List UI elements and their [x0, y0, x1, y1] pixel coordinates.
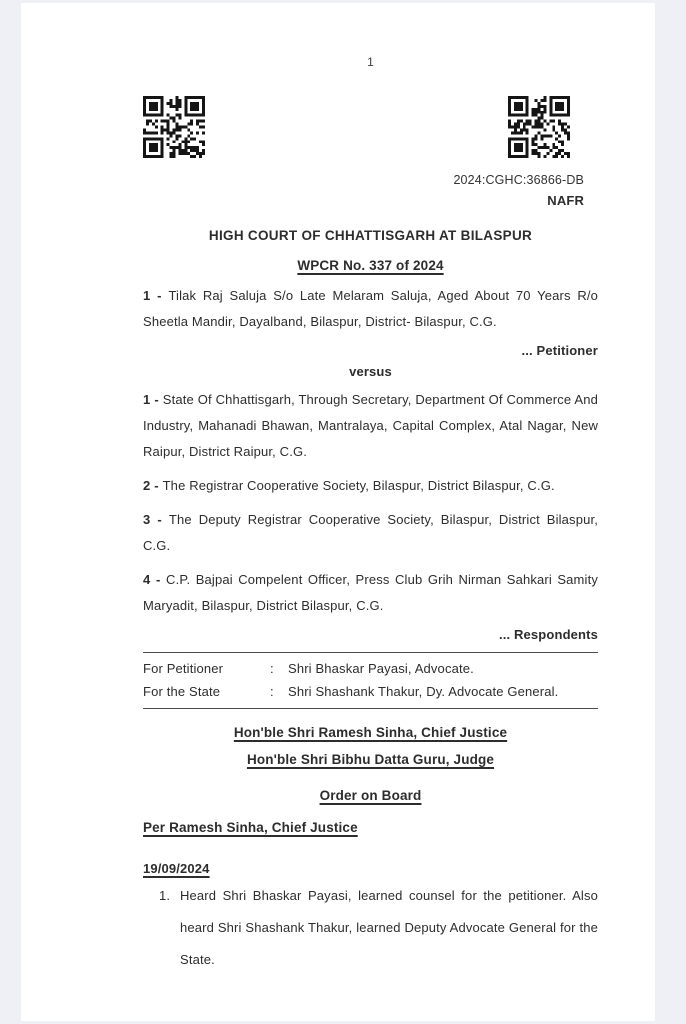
respondent-entry: [143, 387, 598, 465]
qr-code-right: [508, 96, 570, 158]
qr-right-wrap: [508, 96, 570, 158]
paragraph-number: 1.: [159, 888, 171, 903]
bench-line-judge: Hon'ble Shri Bibhu Datta Guru, Judge: [246, 752, 495, 767]
appearance-table: [143, 657, 598, 703]
per-line: Per Ramesh Sinha, Chief Justice: [143, 820, 358, 835]
qr-code-left: [143, 96, 205, 158]
respondent-number: 3 -: [143, 512, 169, 527]
court-title: HIGH COURT OF CHHATTISGARH AT BILASPUR: [208, 228, 533, 243]
appearance-row: [143, 657, 598, 680]
order-title: Order on Board: [319, 788, 422, 803]
respondent-entry: [143, 507, 598, 559]
appearance-row: [143, 680, 598, 703]
party-label: For the State: [143, 684, 221, 699]
document-content: [21, 3, 655, 976]
petitioner-number: 1 -: [143, 288, 169, 303]
order-date: 19/09/2024: [143, 861, 210, 876]
bench-line-chief-justice: Hon'ble Shri Ramesh Sinha, Chief Justice: [233, 725, 508, 740]
respondent-text: The Deputy Registrar Cooperative Society, Bilaspur, District Bilaspur, C.G.: [143, 512, 598, 553]
page-number: 1: [367, 55, 374, 69]
bench-list: [143, 719, 598, 773]
colon-separator: :: [270, 661, 274, 676]
respondent-text: State Of Chhattisgarh, Through Secretary, Department Of Commerce And Industry, Mahanadi Bhawan, Mantralaya, Capital Complex, Atal Nagar, New Raipur, District Raipur, C.G.: [143, 392, 598, 459]
qr-row: [143, 96, 598, 158]
petitioner-entry: [143, 283, 598, 335]
case-id: 2024:CGHC:36866-DB: [453, 173, 584, 187]
party-label: For Petitioner: [143, 661, 224, 676]
divider-top: [143, 652, 598, 653]
respondent-number: 2 -: [143, 478, 163, 493]
respondent-text: C.P. Bajpai Compelent Officer, Press Club Grih Nirman Sahkari Samity Maryadit, Bilaspur, District Bilaspur, C.G.: [143, 572, 598, 613]
case-number: WPCR No. 337 of 2024: [297, 258, 444, 273]
petitioner-text: Tilak Raj Saluja S/o Late Melaram Saluja, Aged About 70 Years R/o Sheetla Mandir, Dayalband, Bilaspur, District- Bilaspur, C.G.: [143, 288, 598, 329]
respondent-entry: [143, 567, 598, 619]
respondent-entry: [143, 473, 598, 499]
respondents-label: ... Respondents: [498, 627, 598, 642]
document-page: [21, 3, 655, 1021]
respondent-number: 1 -: [143, 392, 163, 407]
nafr-label: NAFR: [547, 193, 584, 208]
versus-label: versus: [349, 364, 392, 379]
respondent-number: 4 -: [143, 572, 167, 587]
paragraph-text: Heard Shri Bhaskar Payasi, learned counsel for the petitioner. Also heard Shri Shashank Thakur, learned Deputy Advocate General for the State.: [180, 888, 598, 967]
colon-separator: :: [270, 684, 274, 699]
respondent-text: The Registrar Cooperative Society, Bilaspur, District Bilaspur, C.G.: [162, 478, 555, 493]
order-paragraph: [143, 880, 598, 976]
petitioner-label: ... Petitioner: [521, 343, 598, 358]
counsel-name: Shri Bhaskar Payasi, Advocate.: [288, 661, 474, 676]
divider-bottom: [143, 708, 598, 709]
counsel-name: Shri Shashank Thakur, Dy. Advocate General.: [288, 684, 559, 699]
